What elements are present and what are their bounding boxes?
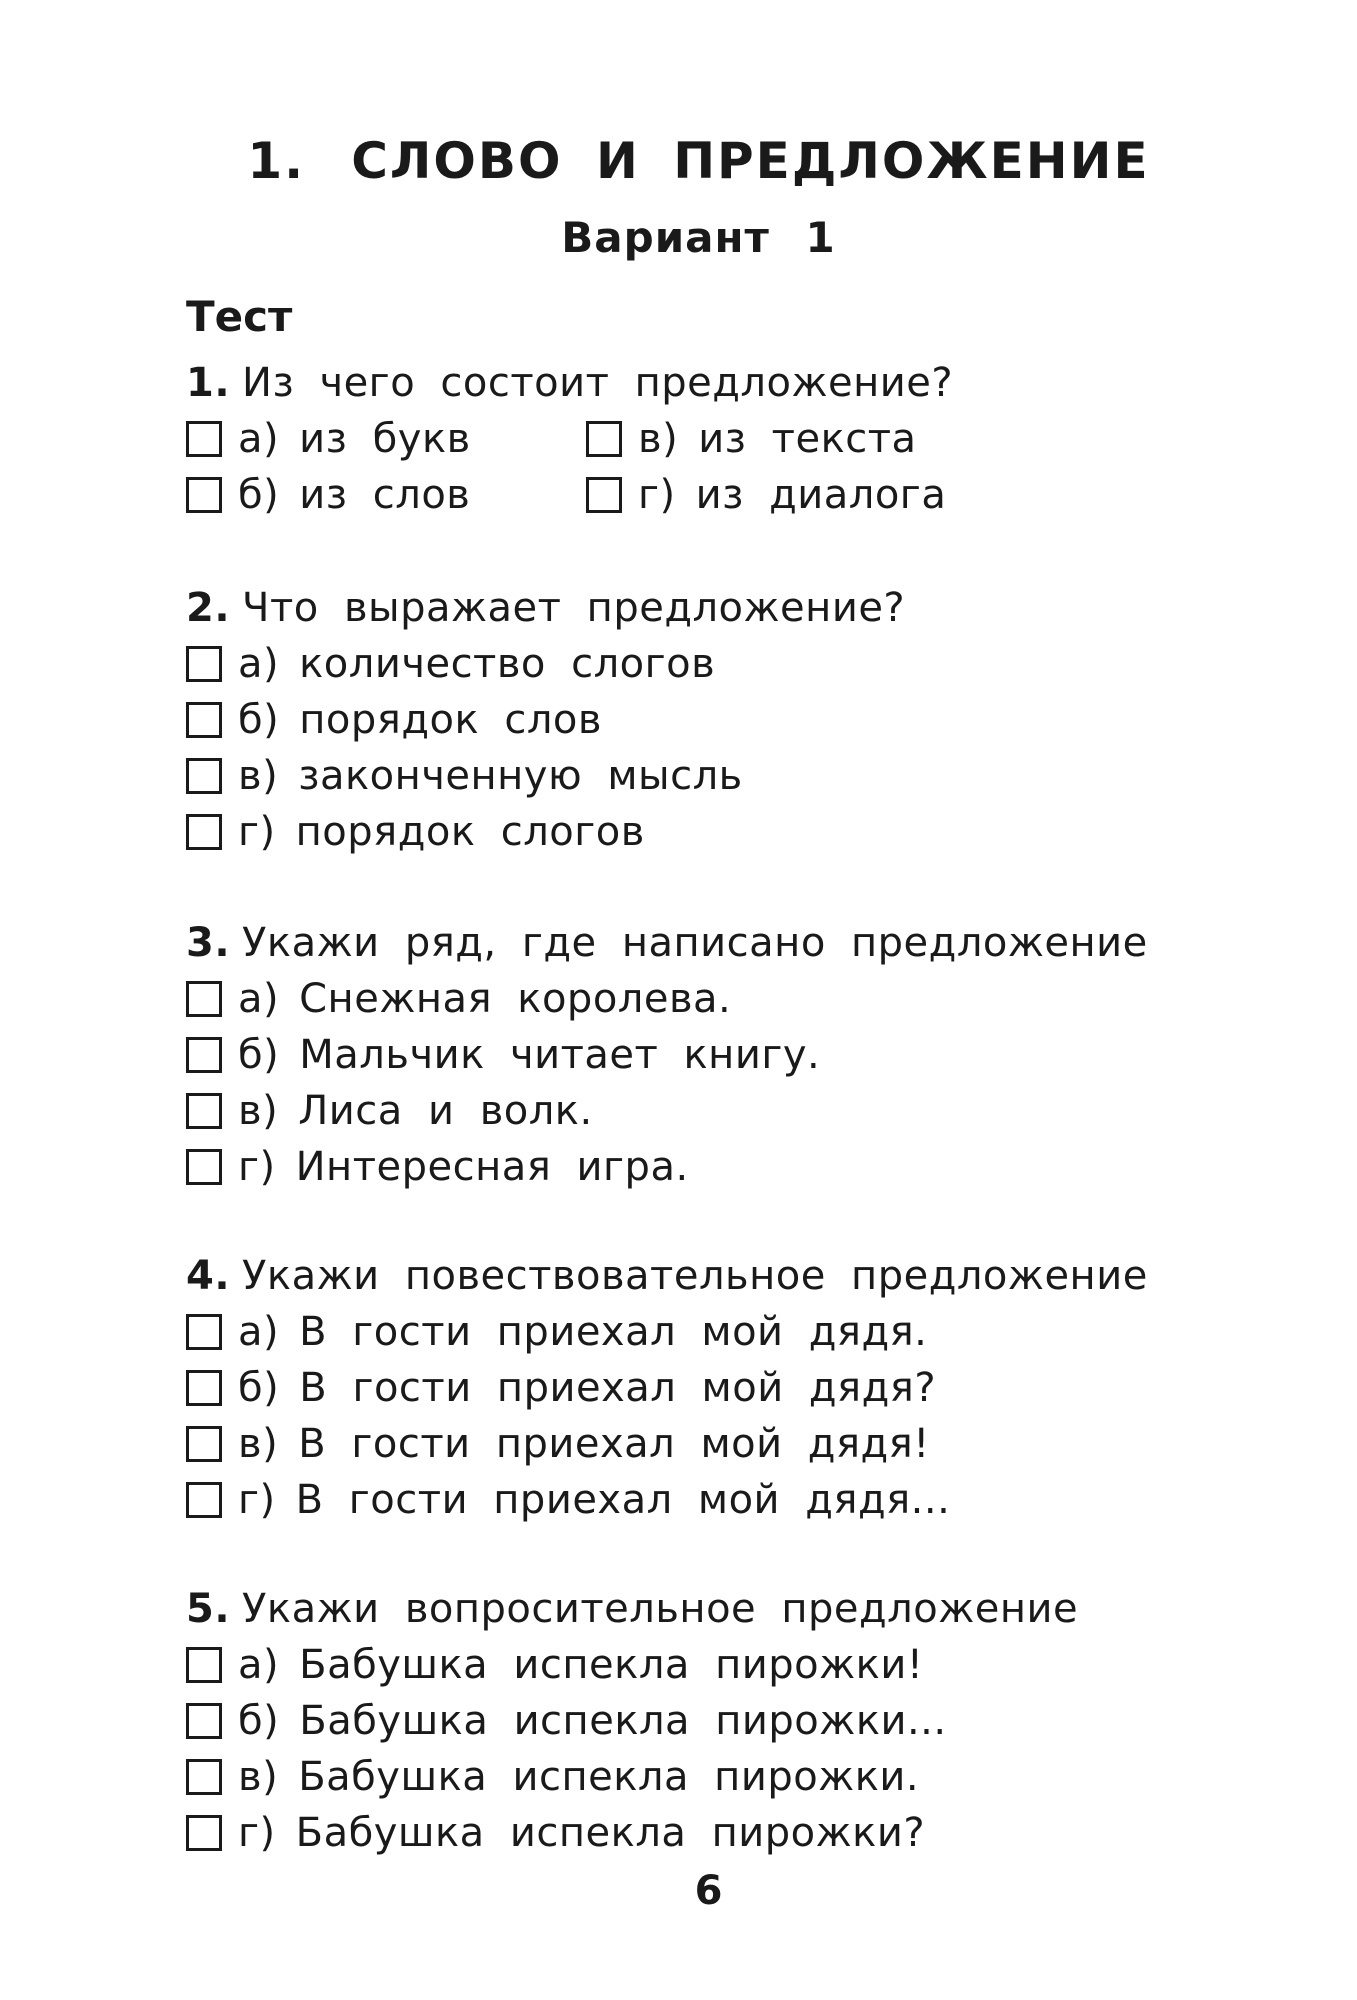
option-letter: а) [238,416,280,462]
section-label: Тест [186,292,293,341]
question-3 [186,915,1148,1195]
option-b[interactable] [186,1698,947,1744]
question-text: Что выражает предложение? [242,585,906,631]
option-text: Бабушка испекла пирожки? [295,1810,926,1856]
option-letter: б) [238,1032,280,1078]
option-a[interactable] [186,641,715,687]
answer-checkbox[interactable] [186,477,222,513]
question-title [186,355,953,411]
question-text: Из чего состоит предложение? [242,360,954,406]
chapter-title [0,132,1357,190]
answer-checkbox[interactable] [186,1037,222,1073]
question-text: Укажи ряд, где написано предложение [242,920,1148,966]
option-a[interactable] [186,416,586,462]
option-v[interactable] [186,1421,930,1467]
answer-checkbox[interactable] [186,646,222,682]
option-row [186,1083,1148,1139]
question-text: Укажи вопросительное предложение [242,1586,1079,1632]
option-g[interactable] [186,1477,950,1523]
option-row [186,1360,1148,1416]
chapter-number: 1. [247,132,306,190]
page-number: 6 [694,1868,723,1914]
answer-checkbox[interactable] [586,421,622,457]
option-text: из букв [299,416,471,462]
answer-checkbox[interactable] [186,1149,222,1185]
option-row [186,1749,1078,1805]
option-text: порядок слов [299,697,602,743]
chapter-title-text: СЛОВО И ПРЕДЛОЖЕНИЕ [351,132,1150,190]
option-v[interactable] [186,1754,919,1800]
option-text: В гости приехал мой дядя? [299,1365,937,1411]
option-letter: б) [238,472,280,518]
question-text: Укажи повествовательное предложение [242,1253,1148,1299]
answer-checkbox[interactable] [186,1426,222,1462]
option-letter: г) [638,472,676,518]
option-a[interactable] [186,1642,923,1688]
question-2 [186,580,905,860]
option-row [186,1139,1148,1195]
answer-checkbox[interactable] [186,758,222,794]
option-letter: г) [238,809,276,855]
answer-checkbox[interactable] [186,421,222,457]
option-row [186,1805,1078,1861]
answer-checkbox[interactable] [186,1093,222,1129]
option-b[interactable] [186,472,586,518]
option-letter: в) [638,416,679,462]
option-v[interactable] [186,1088,593,1134]
option-row [186,1637,1078,1693]
question-number: 2. [186,585,231,631]
option-row [186,692,905,748]
option-row [186,1693,1078,1749]
option-text: из текста [698,416,917,462]
option-letter: г) [238,1810,276,1856]
option-v[interactable] [586,416,917,462]
question-1 [186,355,953,523]
option-a[interactable] [186,1309,927,1355]
option-text: Мальчик читает книгу. [299,1032,821,1078]
option-letter: а) [238,1309,280,1355]
option-letter: в) [238,1754,279,1800]
question-number: 5. [186,1586,231,1632]
option-text: Лиса и волк. [298,1088,593,1134]
option-row [186,971,1148,1027]
answer-checkbox[interactable] [186,1314,222,1350]
option-row [186,1027,1148,1083]
option-letter: а) [238,976,280,1022]
option-text: Интересная игра. [295,1144,689,1190]
question-4 [186,1248,1148,1528]
option-text: Бабушка испекла пирожки! [299,1642,924,1688]
variant-heading: Вариант 1 [561,213,836,262]
question-title [186,1248,1148,1304]
option-letter: г) [238,1144,276,1190]
option-text: из слов [299,472,471,518]
option-v[interactable] [186,753,743,799]
option-text: количество слогов [299,641,716,687]
option-text: В гости приехал мой дядя. [299,1309,928,1355]
option-letter: г) [238,1477,276,1523]
question-title [186,580,905,636]
option-text: порядок слогов [295,809,645,855]
option-letter: а) [238,1642,280,1688]
option-letter: б) [238,1365,280,1411]
option-row [186,1472,1148,1528]
answer-checkbox[interactable] [186,1703,222,1739]
option-letter: а) [238,641,280,687]
option-text: В гости приехал мой дядя... [295,1477,951,1523]
question-title [186,915,1148,971]
option-text: В гости приехал мой дядя! [298,1421,930,1467]
answer-checkbox[interactable] [186,1482,222,1518]
option-row [186,467,953,523]
option-letter: б) [238,697,280,743]
answer-checkbox[interactable] [186,981,222,1017]
answer-checkbox[interactable] [186,1815,222,1851]
option-g[interactable] [186,1810,925,1856]
option-a[interactable] [186,976,731,1022]
answer-checkbox[interactable] [186,814,222,850]
option-letter: в) [238,1421,279,1467]
option-row [186,1304,1148,1360]
question-number: 4. [186,1253,231,1299]
question-number: 1. [186,360,231,406]
option-text: Снежная королева. [299,976,732,1022]
answer-checkbox[interactable] [186,702,222,738]
option-g[interactable] [186,1144,689,1190]
answer-checkbox[interactable] [186,1759,222,1795]
option-g[interactable] [586,472,946,518]
option-letter: в) [238,1088,279,1134]
option-text: из диалога [695,472,947,518]
option-row [186,748,905,804]
option-letter: в) [238,753,279,799]
answer-checkbox[interactable] [586,477,622,513]
answer-checkbox[interactable] [186,1370,222,1406]
option-b[interactable] [186,697,602,743]
option-g[interactable] [186,809,645,855]
option-b[interactable] [186,1032,820,1078]
option-text: Бабушка испекла пирожки... [299,1698,947,1744]
option-row [186,636,905,692]
option-row [186,411,953,467]
option-text: Бабушка испекла пирожки. [298,1754,920,1800]
question-5 [186,1581,1078,1861]
question-number: 3. [186,920,231,966]
option-row [186,804,905,860]
option-text: законченную мысль [298,753,743,799]
question-title [186,1581,1078,1637]
option-b[interactable] [186,1365,936,1411]
option-row [186,1416,1148,1472]
answer-checkbox[interactable] [186,1647,222,1683]
option-letter: б) [238,1698,280,1744]
